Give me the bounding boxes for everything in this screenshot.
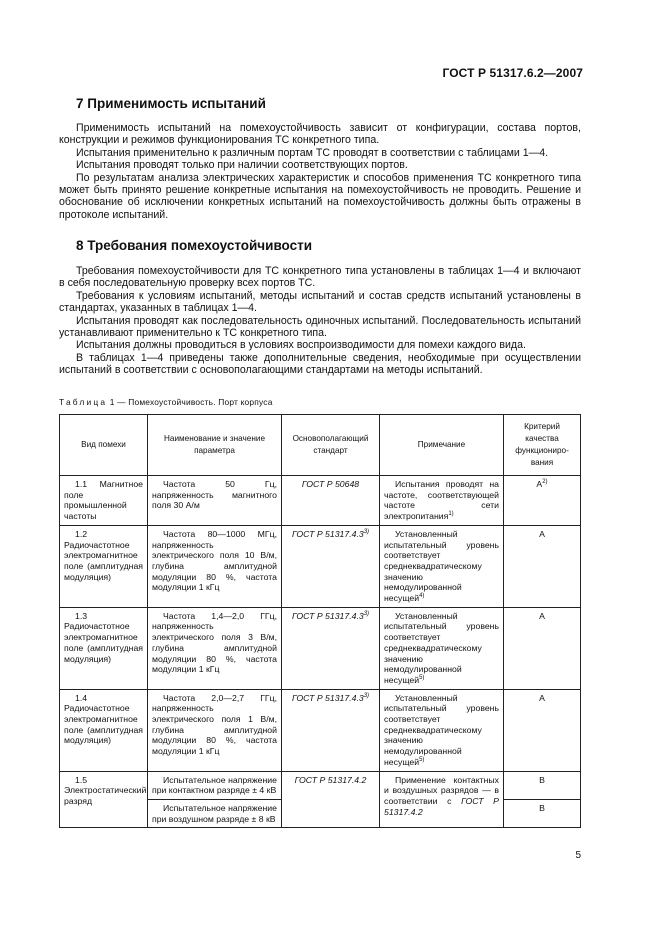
header-note: Примечание: [380, 415, 504, 476]
section-8-title: 8 Требования помехоустойчивости: [76, 238, 313, 253]
disturbance-type-cell: 1.4 Радиочастотное электромагнитное поле (амплитудная модуляция): [60, 689, 148, 771]
paragraph: По результатам анализа электрических характеристик и способов применения ТС конкретного типа может быть принято решение конкретные испытания на помехоустойчивость не проводить. Решение и обоснование об исключении конкретных испытаний на помехоустойчивость должны быть отражены в протоколе испытаний.: [59, 171, 581, 221]
footnote-ref: 3): [363, 610, 370, 617]
paragraph: В таблицах 1—4 приведены также дополнительные сведения, необходимые при осуществлении испытаний в соответствии с основополагающими стандартами на методы испытаний.: [59, 351, 581, 377]
parameter-cell: Частота 2,0—2,7 ГГц, напряженность электрического поля 1 В/м, глубина амплитудной модуляции 80 %, частота модуляции 1 кГц: [148, 689, 282, 771]
disturbance-type-cell: 1.2 Радиочастотное электромагнитное поле (амплитудная модуляция): [60, 525, 148, 607]
note-text: Установленный испытательный уровень соответствует среднеквадратическому значению немодулированной несущей: [384, 610, 499, 685]
criterion-value: A: [536, 479, 543, 489]
standard-text: ГОСТ Р 51317.4.3: [291, 610, 364, 621]
table-1-caption: [59, 397, 273, 407]
table-row: [60, 476, 581, 526]
standard-cell: [282, 689, 380, 771]
paragraph: Испытания должны проводиться в условиях воспроизводимости для помехи каждого вида.: [76, 339, 526, 352]
paragraph: Применимость испытаний на помехоустойчивость зависит от конфигурации, состава портов, конструкции и режимов функционирования ТС конкретного типа.: [59, 122, 581, 147]
paragraph: Испытания проводят только при наличии соответствующих портов.: [76, 159, 408, 172]
table-row: [60, 771, 581, 799]
footnote-ref: 4): [419, 593, 425, 600]
footnote-ref: 3): [363, 692, 370, 699]
paragraph: Испытания проводят как последовательность одиночных испытаний. Последовательность испытаний устанавливают применительно к ТС конкретного типа.: [59, 314, 581, 340]
section-7-body: [59, 122, 581, 221]
table-row: [60, 525, 581, 607]
header-performance-criterion: Критерий качества функциониро-вания: [504, 415, 581, 476]
footnote-ref: 5): [419, 675, 425, 682]
paragraph: Испытания применительно к различным портам ТС проводят в соответствии с таблицами 1—4.: [76, 146, 549, 159]
table-row: [60, 689, 581, 771]
standard-cell: ГОСТ Р 50648: [282, 476, 380, 526]
criterion-cell: A: [504, 607, 581, 689]
parameter-cell: Испытательное напряжение при воздушном разряде ± 8 кВ: [148, 799, 282, 827]
footnote-ref: 2): [542, 479, 548, 486]
standard-text: ГОСТ Р 51317.4.3: [291, 528, 364, 539]
note-cell: [380, 476, 504, 526]
disturbance-type-cell: 1.1 Магнитное поле промышленной частоты: [60, 476, 148, 526]
parameter-cell: Частота 80—1000 МГц, напряженность электрического поля 10 В/м, глубина амплитудной модуляции 80 %, частота модуляции 1 кГц: [148, 525, 282, 607]
header-parameter: Наименование и значение параметра: [148, 415, 282, 476]
note-cell: [380, 771, 504, 828]
footnote-ref: 5): [419, 756, 425, 763]
disturbance-type-cell: 1.5 Электростатический разряд: [60, 771, 148, 828]
footnote-ref: 3): [363, 528, 370, 535]
standard-cell: [282, 525, 380, 607]
parameter-cell: Частота 50 Гц, напряженность магнитного поля 30 А/м: [148, 476, 282, 526]
note-cell: [380, 607, 504, 689]
header-disturbance-type: Вид помехи: [60, 415, 148, 476]
note-text: Установленный испытательный уровень соответствует среднеквадратическому значению немодулированной несущей: [384, 692, 499, 767]
table-caption-text: 1 — Помехоустойчивость. Порт корпуса: [109, 397, 273, 407]
note-text: Установленный испытательный уровень соответствует среднеквадратическому значению немодулированной несущей: [384, 528, 499, 604]
page-number: 5: [575, 850, 581, 861]
table-header-row: [60, 415, 581, 476]
parameter-cell: Частота 1,4—2,0 ГГц, напряженность электрического поля 3 В/м, глубина амплитудной модуляции 80 %, частота модуляции 1 кГц: [148, 607, 282, 689]
note-text: Испытания проводят на частоте, соответствующей частоте сети электропитания: [384, 479, 499, 522]
criterion-cell: B: [504, 799, 581, 827]
note-text: Применение контактных и воздушных разрядов — в соответствии с: [384, 774, 499, 806]
table-1: [59, 414, 581, 828]
disturbance-type-cell: 1.3 Радиочастотное электромагнитное поле (амплитудная модуляция): [60, 607, 148, 689]
criterion-cell: A: [504, 689, 581, 771]
section-8-body: [59, 265, 581, 377]
table-row: [60, 607, 581, 689]
standard-cell: [282, 607, 380, 689]
criterion-cell: A: [504, 525, 581, 607]
standard-cell: ГОСТ Р 51317.4.2: [282, 771, 380, 828]
header-basic-standard: Основополагающий стандарт: [282, 415, 380, 476]
document-standard-number: ГОСТ Р 51317.6.2—2007: [442, 66, 583, 80]
criterion-cell: [504, 476, 581, 526]
note-cell: [380, 689, 504, 771]
section-7-title: 7 Применимость испытаний: [76, 96, 266, 111]
footnote-ref: 1): [448, 511, 454, 518]
table-caption-word: Таблица: [59, 397, 108, 407]
parameter-cell: Испытательное напряжение при контактном разряде ± 4 кВ: [148, 771, 282, 799]
standard-text: ГОСТ Р 51317.4.3: [291, 692, 364, 703]
paragraph: Требования к условиям испытаний, методы испытаний и состав средств испытаний установлены в стандартах, указанных в таблицах 1—4.: [59, 289, 581, 315]
criterion-cell: B: [504, 771, 581, 799]
note-cell: [380, 525, 504, 607]
note-standard-ref: ГОСТ Р 51317.4.2: [384, 795, 499, 817]
paragraph: Требования помехоустойчивости для ТС конкретного типа установлены в таблицах 1—4 и включают в себя последовательную проверку всех портов ТС.: [59, 265, 581, 290]
